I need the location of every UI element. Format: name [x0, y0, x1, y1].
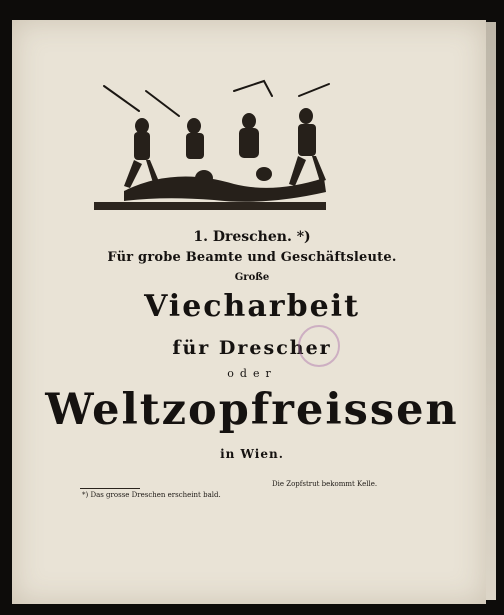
footnote: *) Das grosse Dreschen erscheint bald. — [82, 491, 221, 499]
or-line: oder — [227, 367, 277, 380]
kicker: Große — [234, 272, 270, 283]
heading-number: 1. Dreschen. *) — [193, 229, 311, 245]
subtitle: Für grobe Beamte und Geschäftsleute. — [107, 250, 397, 265]
library-stamp — [298, 325, 340, 367]
bleed-through-text — [72, 108, 83, 123]
footnote-rule — [80, 488, 140, 489]
main-title: Viecharbeit — [144, 289, 360, 324]
big-title: Weltzopfreissen — [45, 385, 459, 435]
place-line: in Wien. — [220, 447, 284, 461]
for-line: für Drescher — [172, 337, 332, 359]
right-note: Die Zopfstrut bekommt Kelle. — [272, 480, 378, 488]
woodcut-illustration — [84, 66, 334, 216]
